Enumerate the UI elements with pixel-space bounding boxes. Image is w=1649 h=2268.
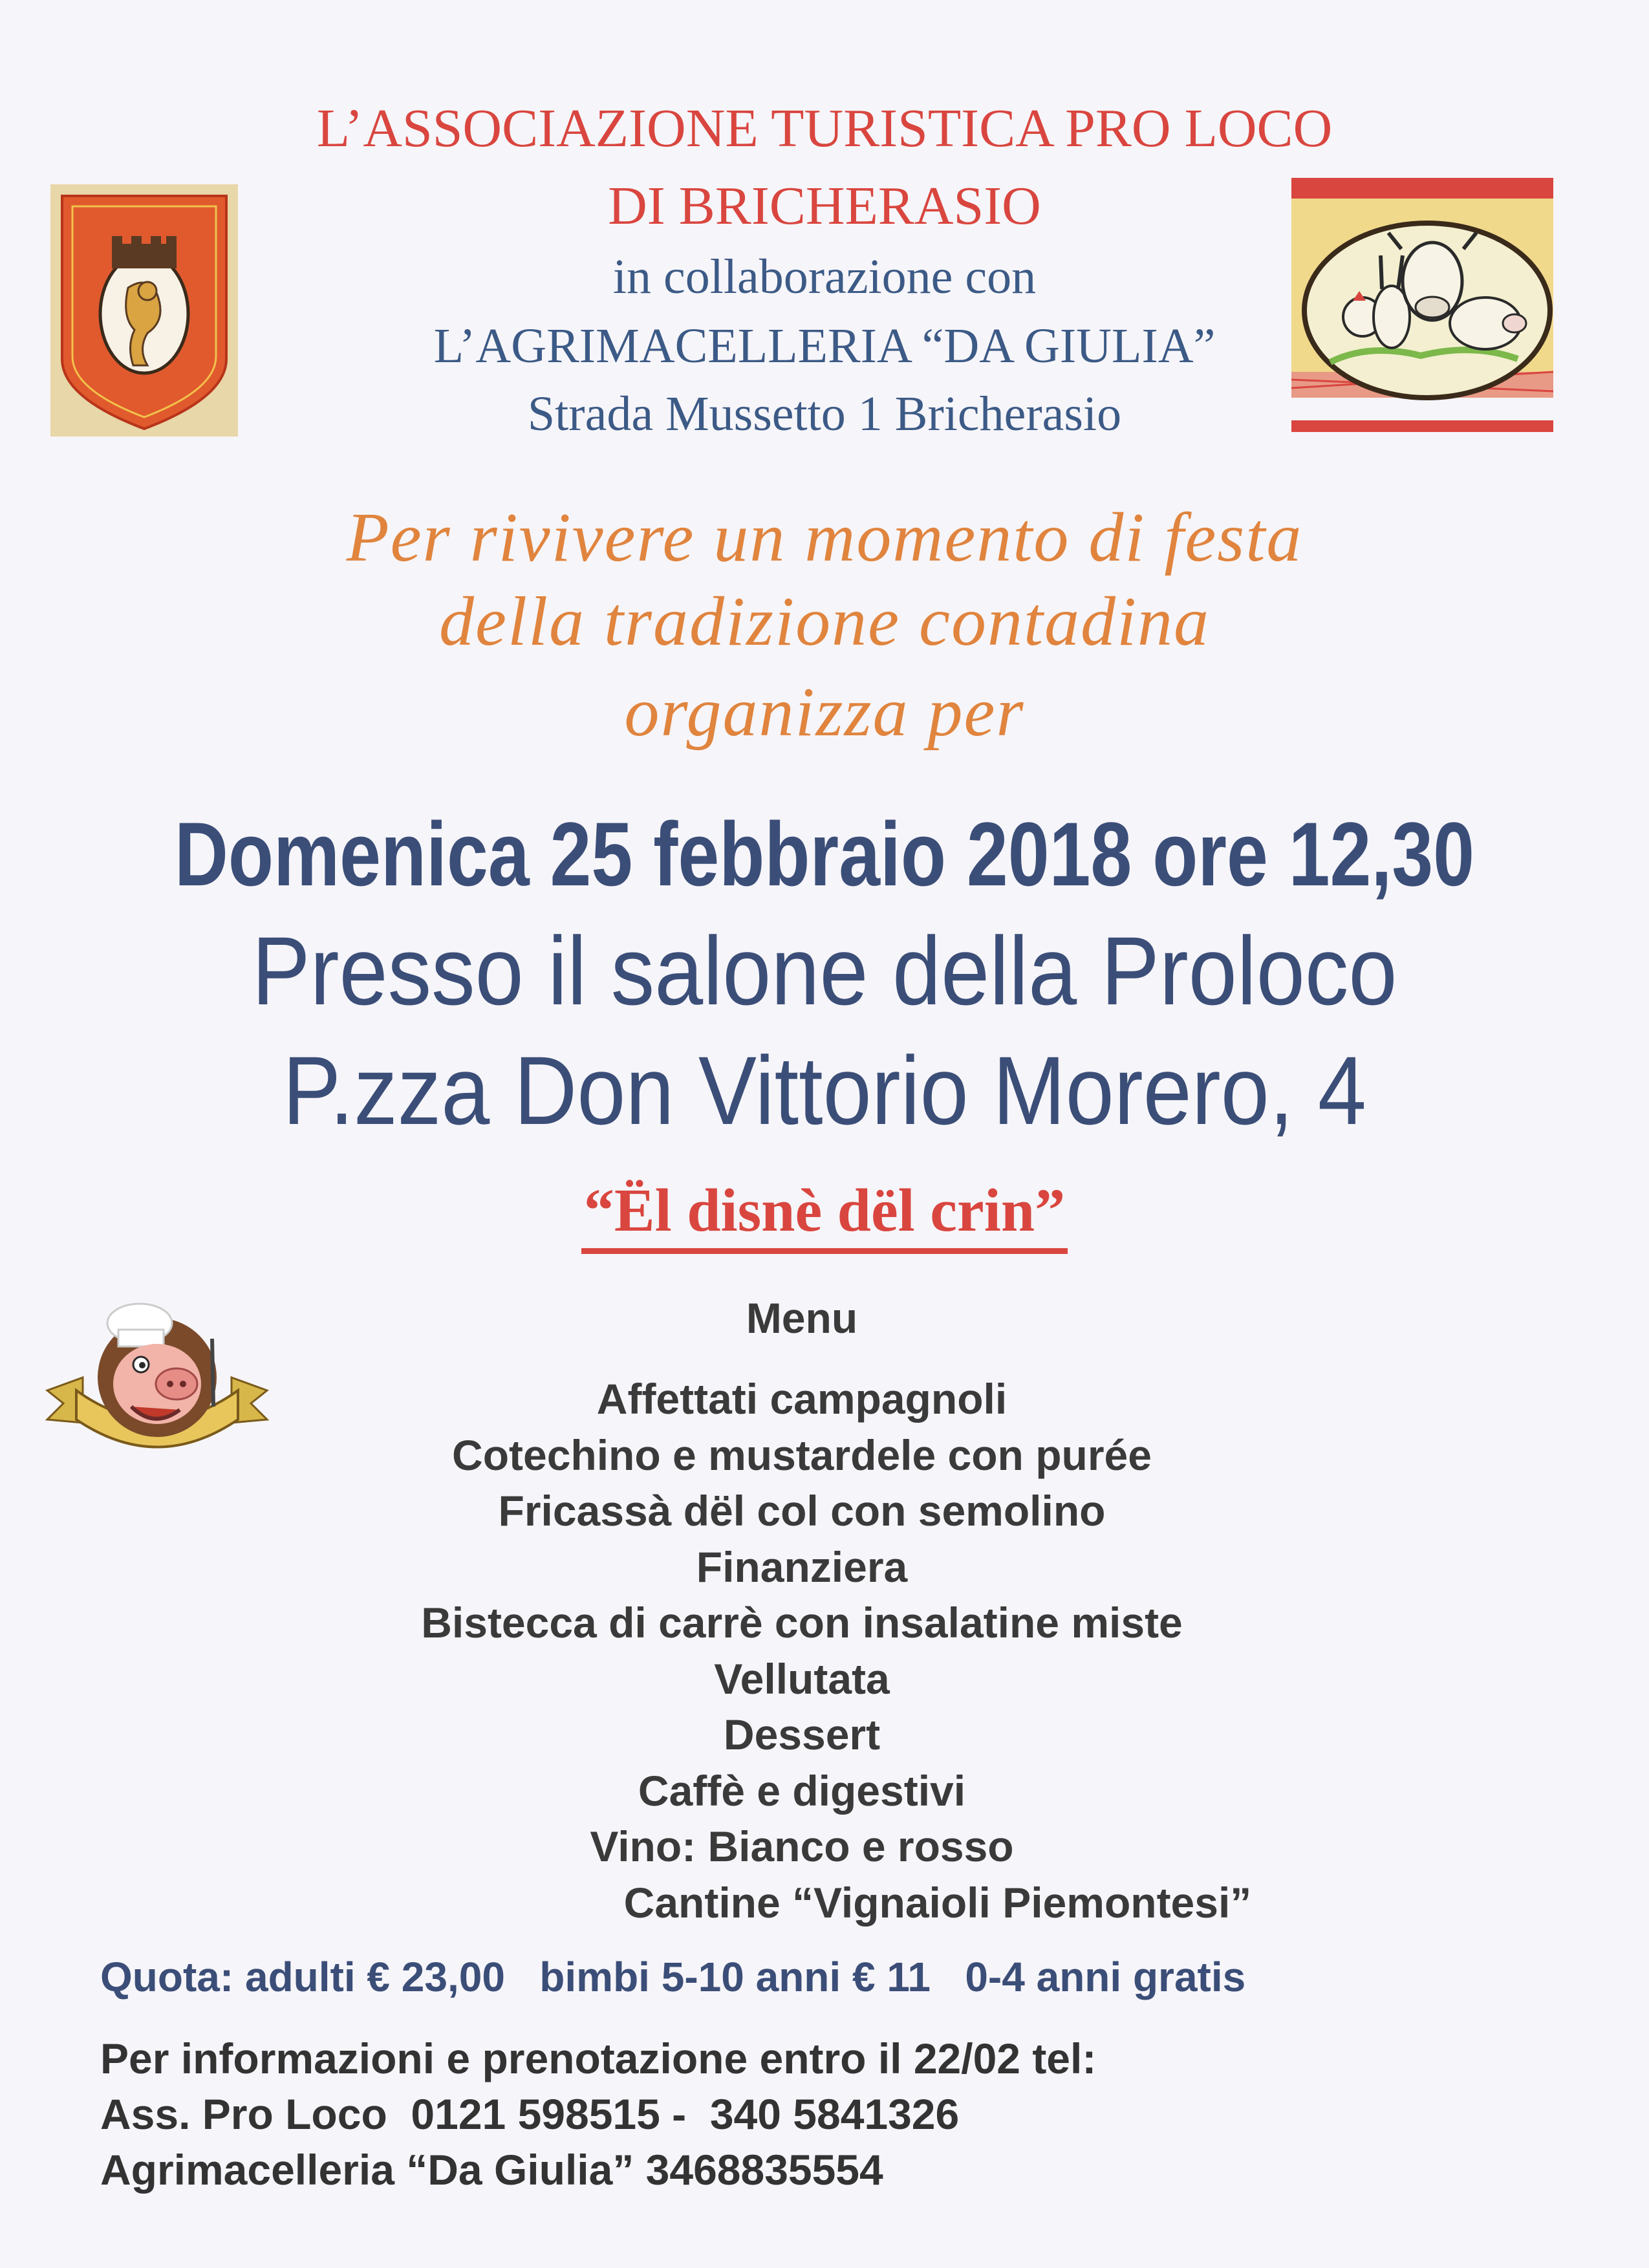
intro-line-3: organizza per bbox=[624, 674, 1025, 751]
menu-item: Cotechino e mustardele con purée bbox=[452, 1431, 1152, 1479]
info-line-2: Ass. Pro Loco 0121 598515 - 340 5841326 bbox=[100, 2090, 960, 2138]
menu-title: Menu bbox=[746, 1294, 858, 1342]
header-line-address: Strada Mussetto 1 Bricherasio bbox=[527, 387, 1122, 441]
menu-list bbox=[0, 1371, 1604, 1930]
menu-item: Affettati campagnoli bbox=[596, 1375, 1008, 1423]
menu-item: Finanziera bbox=[696, 1542, 908, 1591]
intro-line-1: Per rivivere un momento di festa bbox=[346, 499, 1303, 576]
event-title-wrapper bbox=[0, 1176, 1649, 1254]
farm-animals-logo bbox=[1291, 178, 1553, 438]
header-line-collab: in collaborazione con bbox=[612, 250, 1037, 304]
header-line-partner: L’AGRIMACELLERIA “DA GIULIA” bbox=[433, 319, 1216, 373]
info-line-1: Per informazioni e prenotazione entro il 22/02 tel: bbox=[100, 2035, 1097, 2082]
price-line: Quota: adulti € 23,00 bimbi 5-10 anni € 11 0-4 anni gratis bbox=[100, 1954, 1246, 2000]
info-line-3: Agrimacelleria “Da Giulia” 3468835554 bbox=[100, 2146, 883, 2194]
event-address: P.zza Don Vittorio Morero, 4 bbox=[283, 1036, 1366, 1145]
header-line-town: DI BRICHERASIO bbox=[608, 176, 1041, 236]
intro-line-2: della tradizione contadina bbox=[439, 583, 1210, 660]
header-line-association: L’ASSOCIAZIONE TURISTICA PRO LOCO bbox=[316, 98, 1333, 158]
event-date: Domenica 25 febbraio 2018 ore 12,30 bbox=[174, 803, 1474, 905]
event-venue: Presso il salone della Proloco bbox=[252, 916, 1397, 1025]
menu-item: Bistecca di carrè con insalatine miste bbox=[421, 1599, 1183, 1647]
event-title: “Ël disnè dël crin” bbox=[581, 1176, 1068, 1254]
menu-item: Vellutata bbox=[714, 1654, 890, 1703]
menu-item: Vino: Bianco e rosso bbox=[590, 1822, 1014, 1870]
proloco-shield-logo bbox=[50, 184, 238, 437]
menu-item: Fricassà dël col con semolino bbox=[498, 1487, 1106, 1535]
menu-item-wine-cellar: Cantine “Vignaioli Piemontesi” bbox=[623, 1878, 1252, 1927]
menu-item: Dessert bbox=[723, 1711, 881, 1758]
menu-item: Caffè e digestivi bbox=[638, 1766, 966, 1815]
